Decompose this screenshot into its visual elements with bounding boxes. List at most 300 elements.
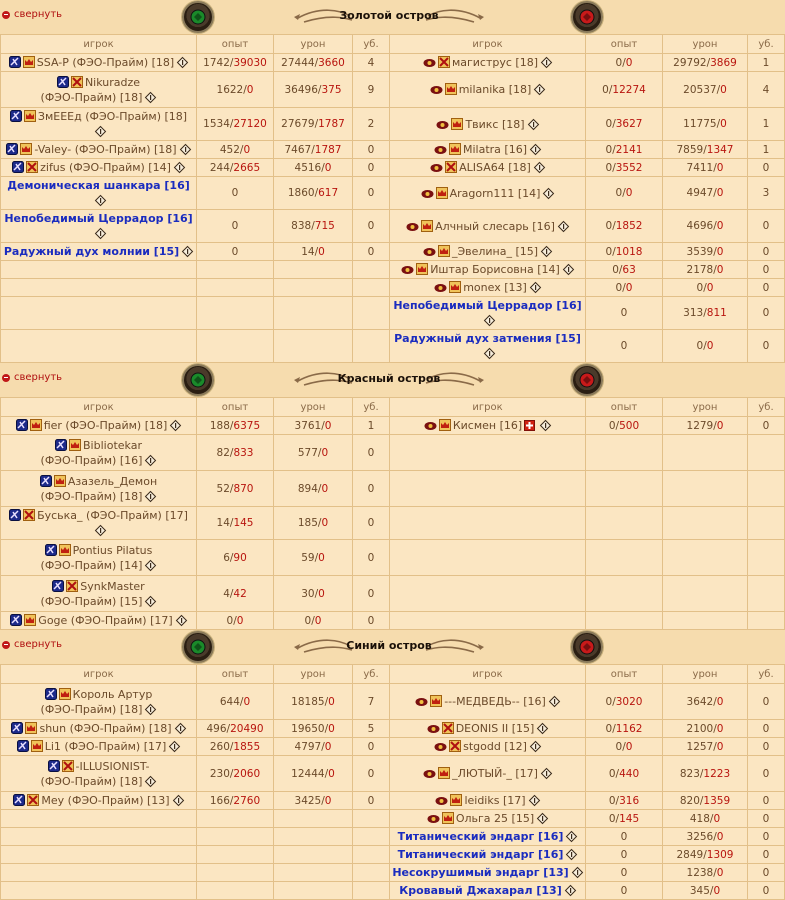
damage-taken: 0	[716, 419, 724, 432]
exp-total: 3552	[615, 161, 643, 174]
player-name[interactable]: Иштар Борисовна [14]	[430, 263, 560, 276]
player-name[interactable]: Goge (ФЭО-Прайм) [17]	[38, 614, 173, 627]
column-header: урон	[663, 665, 748, 684]
kills-cell	[353, 417, 390, 435]
info-icon[interactable]	[95, 195, 106, 206]
align-icon[interactable]	[52, 580, 64, 592]
exp-total: 2665	[233, 161, 261, 174]
exp-cell: 82/833	[197, 435, 274, 471]
eye-icon[interactable]	[421, 189, 434, 199]
guild-icon[interactable]	[23, 509, 35, 521]
bot-name[interactable]: Непобедимый Церрадор [16]	[393, 299, 582, 312]
player-name[interactable]: _ЛЮТЫЙ-_ [17]	[452, 767, 538, 780]
damage-dealt: 1860	[287, 187, 315, 199]
exp-cell: 0/0	[586, 54, 663, 72]
damage-dealt: 11775	[683, 118, 717, 130]
damage-cell: 577/0	[274, 435, 353, 471]
column-header: опыт	[197, 35, 274, 54]
crown-icon[interactable]	[69, 439, 81, 451]
kills-cell	[748, 243, 785, 261]
player-name[interactable]: Milatra [16]	[463, 143, 527, 156]
guild-icon[interactable]	[66, 580, 78, 592]
table-row	[1, 684, 785, 720]
align-icon[interactable]	[45, 544, 57, 556]
exp-cell	[197, 177, 274, 210]
kills-value: 0	[762, 340, 770, 352]
table-row	[1, 177, 785, 210]
info-icon[interactable]	[175, 723, 186, 734]
info-icon[interactable]	[537, 723, 548, 734]
exp-value: 82	[216, 446, 230, 459]
eye-icon[interactable]	[427, 814, 440, 824]
exp-total: 1162	[615, 722, 643, 735]
exp-value: 188	[209, 419, 230, 432]
player-name[interactable]: Mey (ФЭО-Прайм) [13]	[41, 794, 170, 807]
eye-icon[interactable]	[434, 145, 447, 155]
info-icon[interactable]	[145, 776, 156, 787]
exp-value: 52	[216, 482, 230, 495]
damage-dealt: 418	[689, 812, 710, 825]
damage-cell: 2849/1309	[663, 846, 748, 864]
player-name[interactable]: monex [13]	[463, 281, 527, 294]
info-icon[interactable]	[95, 525, 106, 536]
exp-value: 0	[608, 794, 616, 807]
kills-cell	[748, 810, 785, 828]
info-icon[interactable]	[529, 795, 540, 806]
exp-cell: 0/63	[586, 261, 663, 279]
eye-icon[interactable]	[435, 796, 448, 806]
player-cell	[1, 54, 197, 72]
player-name[interactable]: SynkMaster	[80, 579, 145, 593]
damage-dealt: 3642	[686, 695, 714, 708]
exp-total: 20490	[230, 722, 264, 735]
info-icon[interactable]	[95, 126, 106, 137]
player-cell	[390, 108, 586, 141]
exp-value: 452	[219, 143, 240, 156]
exp-total: 145	[619, 812, 640, 825]
player-clan: (ФЭО-Прайм) [14]	[40, 558, 143, 572]
damage-cell: 19650/0	[274, 720, 353, 738]
info-icon[interactable]	[145, 491, 156, 502]
cross-icon[interactable]	[524, 420, 535, 431]
info-icon[interactable]	[145, 560, 156, 571]
bot-name[interactable]: Радужный дух затмения [15]	[394, 332, 581, 345]
exp-value: 0	[605, 161, 613, 174]
table-row	[1, 54, 785, 72]
bot-name[interactable]: Демоническая шанкара [16]	[7, 179, 190, 192]
bot-name[interactable]: Непобедимый Церрадор [16]	[4, 212, 193, 225]
exp-total: 12274	[612, 83, 646, 96]
collapse-button[interactable]	[2, 639, 62, 650]
guild-icon[interactable]	[27, 794, 39, 806]
damage-taken: 1787	[314, 143, 342, 156]
info-icon[interactable]	[543, 188, 554, 199]
guild-icon[interactable]	[449, 740, 461, 752]
player-name[interactable]: -Valey- (ФЭО-Прайм) [18]	[34, 143, 177, 156]
damage-cell: 820/1359	[663, 792, 748, 810]
exp-total: 0	[625, 740, 633, 753]
damage-taken: 3660	[318, 56, 345, 69]
kills-value: 0	[762, 740, 770, 753]
exp-cell	[586, 864, 663, 882]
player-name[interactable]: leidiks [17]	[464, 794, 526, 807]
info-icon[interactable]	[484, 315, 495, 326]
align-icon[interactable]	[12, 161, 24, 173]
crown-icon[interactable]	[54, 475, 66, 487]
align-icon[interactable]	[11, 722, 23, 734]
table-row	[1, 810, 785, 828]
kills-value: 0	[762, 767, 770, 780]
player-cell	[390, 882, 586, 900]
player-name[interactable]: Буська_ (ФЭО-Прайм) [17]	[37, 509, 188, 522]
info-icon[interactable]	[541, 768, 552, 779]
player-name[interactable]: Aragorn111 [14]	[449, 186, 541, 200]
bot-name[interactable]: Титанический эндарг [16]	[397, 848, 564, 861]
column-header: урон	[274, 665, 353, 684]
bot-name[interactable]: Кровавый Джахарал [13]	[399, 884, 562, 897]
damage-cell: 1279/0	[663, 417, 748, 435]
crown-icon[interactable]	[450, 794, 462, 806]
player-cell	[390, 756, 586, 792]
align-icon[interactable]	[40, 475, 52, 487]
damage-dealt: 0	[696, 281, 704, 294]
player-name[interactable]: milanika [18]	[458, 83, 532, 96]
kills-cell	[748, 279, 785, 297]
kills-value: 0	[367, 767, 375, 780]
crown-icon[interactable]	[421, 220, 433, 232]
player-name[interactable]: Nikuradze	[84, 75, 141, 89]
player-name[interactable]: Ольга 25 [15]	[455, 812, 535, 825]
guild-icon[interactable]	[438, 56, 450, 68]
damage-cell: 3256/0	[663, 828, 748, 846]
info-icon[interactable]	[145, 596, 156, 607]
player-cell	[390, 72, 586, 108]
kills-cell	[748, 792, 785, 810]
crown-icon[interactable]	[449, 281, 461, 293]
align-icon[interactable]	[45, 688, 57, 700]
damage-cell: 3425/0	[274, 792, 353, 810]
info-icon[interactable]	[565, 885, 576, 896]
kills-value: 0	[367, 740, 375, 753]
info-icon[interactable]	[145, 704, 156, 715]
exp-value: 0	[620, 884, 628, 897]
info-icon[interactable]	[177, 57, 188, 68]
player-name[interactable]: Алчный слесарь [16]	[435, 219, 555, 233]
eye-icon[interactable]	[406, 222, 419, 232]
player-name[interactable]: shun (ФЭО-Прайм) [18]	[39, 722, 172, 735]
exp-value: 4	[223, 587, 230, 600]
exp-total: 39030	[233, 56, 267, 69]
player-cell	[1, 435, 197, 471]
table-row	[1, 828, 785, 846]
info-icon[interactable]	[528, 119, 539, 130]
player-name[interactable]: _Эвелина_ [15]	[451, 245, 539, 258]
kills-value: 0	[762, 281, 770, 294]
minus-icon	[2, 11, 10, 19]
crown-icon[interactable]	[24, 614, 36, 626]
info-icon[interactable]	[170, 420, 181, 431]
kills-cell	[353, 612, 390, 630]
player-name[interactable]: Pontius Pilatus	[72, 543, 153, 557]
player-name[interactable]: SSA-P (ФЭО-Прайм) [18]	[36, 56, 175, 69]
align-icon[interactable]	[10, 110, 22, 122]
guild-icon[interactable]	[26, 161, 38, 173]
kills-cell	[748, 864, 785, 882]
table-row	[1, 108, 785, 141]
kills-value: 0	[367, 220, 375, 232]
exp-total: 6375	[233, 419, 261, 432]
kills-cell	[353, 72, 390, 108]
bot-name[interactable]: Радужный дух молнии [15]	[3, 245, 180, 258]
exp-cell: 52/870	[197, 471, 274, 507]
crown-icon[interactable]	[438, 767, 450, 779]
player-name[interactable]: Кисмен [16]	[452, 419, 523, 432]
damage-cell: 27679/1787	[274, 108, 353, 141]
damage-taken: 0	[314, 614, 322, 627]
exp-cell: 0/440	[586, 756, 663, 792]
island-section	[0, 363, 784, 630]
column-header: игрок	[1, 665, 197, 684]
bot-name[interactable]: Титанический эндарг [16]	[397, 830, 564, 843]
eye-icon[interactable]	[423, 58, 436, 68]
player-name[interactable]: ---МЕДВЕДЬ-- [16]	[444, 695, 546, 708]
info-icon[interactable]	[558, 221, 569, 232]
info-icon[interactable]	[174, 162, 185, 173]
collapse-button[interactable]	[2, 9, 62, 20]
table-header	[1, 35, 785, 54]
table-header	[1, 665, 785, 684]
guild-icon[interactable]	[71, 76, 83, 88]
guild-icon[interactable]	[62, 760, 74, 772]
info-icon[interactable]	[484, 348, 495, 359]
damage-taken: 0	[324, 419, 332, 432]
exp-value: 0	[620, 830, 628, 843]
player-cell	[390, 141, 586, 159]
guild-icon[interactable]	[445, 161, 457, 173]
crown-icon[interactable]	[438, 245, 450, 257]
exp-value: 0	[605, 143, 613, 156]
align-icon[interactable]	[9, 56, 21, 68]
exp-cell	[586, 828, 663, 846]
crown-icon[interactable]	[439, 419, 451, 431]
section-title: Синий остров	[346, 639, 432, 652]
eye-icon[interactable]	[423, 247, 436, 257]
player-cell	[390, 684, 586, 720]
damage-taken: 0	[716, 187, 724, 199]
player-cell	[1, 720, 197, 738]
info-icon[interactable]	[169, 741, 180, 752]
info-icon[interactable]	[530, 741, 541, 752]
player-name[interactable]: Король Артур	[72, 687, 153, 701]
guild-icon[interactable]	[442, 722, 454, 734]
crown-icon[interactable]	[24, 110, 36, 122]
eye-icon[interactable]	[434, 283, 447, 293]
column-header: игрок	[390, 35, 586, 54]
info-icon[interactable]	[145, 92, 156, 103]
kills-cell	[353, 540, 390, 576]
crown-icon[interactable]	[20, 143, 32, 155]
table-row	[1, 612, 785, 630]
eye-icon[interactable]	[430, 163, 443, 173]
section-title: Золотой остров	[339, 9, 439, 22]
player-name[interactable]: Li1 (ФЭО-Прайм) [17]	[44, 740, 167, 753]
player-name[interactable]: stgodd [12]	[463, 740, 527, 753]
align-icon[interactable]	[48, 760, 60, 772]
kills-value: 0	[367, 143, 375, 156]
info-icon[interactable]	[566, 849, 577, 860]
kills-value: 0	[367, 614, 375, 627]
crown-icon[interactable]	[449, 143, 461, 155]
player-name[interactable]: DEONIS II [15]	[455, 722, 535, 735]
damage-cell: 4516/0	[274, 159, 353, 177]
damage-taken: 0	[321, 517, 329, 529]
align-icon[interactable]	[13, 794, 25, 806]
damage-cell: 3642/0	[663, 684, 748, 720]
player-cell	[390, 279, 586, 297]
damage-cell: 0/0	[663, 330, 748, 363]
info-icon[interactable]	[530, 282, 541, 293]
info-icon[interactable]	[534, 162, 545, 173]
info-icon[interactable]	[176, 615, 187, 626]
eye-icon[interactable]	[436, 120, 449, 130]
crown-icon[interactable]	[451, 118, 463, 130]
table-row	[1, 720, 785, 738]
eye-icon[interactable]	[424, 421, 437, 431]
exp-cell: 0/0	[197, 612, 274, 630]
kills-cell	[353, 243, 390, 261]
player-cell	[1, 243, 197, 261]
exp-cell: 0/1162	[586, 720, 663, 738]
damage-cell: 4696/0	[663, 210, 748, 243]
align-icon[interactable]	[9, 509, 21, 521]
info-icon[interactable]	[549, 696, 560, 707]
exp-total: 870	[233, 482, 254, 495]
crown-icon[interactable]	[442, 812, 454, 824]
kills-cell	[748, 159, 785, 177]
exp-cell: 0/500	[586, 417, 663, 435]
eye-icon[interactable]	[434, 742, 447, 752]
info-icon[interactable]	[537, 813, 548, 824]
damage-taken: 1347	[706, 143, 734, 156]
kills-cell	[748, 54, 785, 72]
collapse-button[interactable]	[2, 372, 62, 383]
column-header: опыт	[586, 665, 663, 684]
damage-taken: 715	[314, 220, 335, 232]
exp-value: 6	[223, 551, 230, 564]
crown-icon[interactable]	[416, 263, 428, 275]
damage-taken: 0	[720, 118, 727, 130]
info-icon[interactable]	[563, 264, 574, 275]
damage-dealt: 30	[301, 587, 315, 600]
damage-taken: 1359	[703, 794, 731, 807]
crown-icon[interactable]	[445, 83, 457, 95]
kills-cell	[353, 159, 390, 177]
exp-value: 0	[605, 118, 613, 130]
damage-taken: 1309	[706, 848, 734, 861]
kills-value: 5	[367, 722, 375, 735]
damage-taken: 0	[716, 161, 724, 174]
crown-icon[interactable]	[31, 740, 43, 752]
eye-icon[interactable]	[430, 85, 443, 95]
info-icon[interactable]	[572, 867, 583, 878]
player-cell	[1, 576, 197, 612]
player-cell	[1, 684, 197, 720]
kills-value: 0	[762, 794, 770, 807]
align-icon[interactable]	[55, 439, 67, 451]
player-name[interactable]: -ILLUSIONIST-	[75, 759, 150, 773]
exp-total: 27120	[233, 118, 267, 130]
eye-icon[interactable]	[423, 769, 436, 779]
info-icon[interactable]	[566, 831, 577, 842]
exp-cell: 0/145	[586, 810, 663, 828]
crown-icon[interactable]	[30, 419, 42, 431]
info-icon[interactable]	[541, 57, 552, 68]
player-name[interactable]: магиструс [18]	[451, 56, 539, 69]
kills-value: 0	[367, 446, 375, 459]
player-name[interactable]: zifus (ФЭО-Прайм) [14]	[40, 161, 171, 174]
kills-cell	[748, 72, 785, 108]
damage-dealt: 894	[297, 482, 318, 495]
damage-dealt: 4696	[686, 220, 714, 232]
damage-taken: 0	[716, 866, 724, 879]
align-icon[interactable]	[17, 740, 29, 752]
player-name[interactable]: ЗмЕЕЕд (ФЭО-Прайм) [18]	[37, 110, 188, 123]
eye-icon[interactable]	[415, 697, 428, 707]
exp-total: 0	[246, 83, 254, 96]
info-icon[interactable]	[180, 144, 191, 155]
island-section	[0, 630, 784, 900]
eye-icon[interactable]	[401, 265, 414, 275]
crown-icon[interactable]	[59, 544, 71, 556]
player-name[interactable]: Азазель_Демон	[67, 474, 158, 488]
column-header: опыт	[197, 398, 274, 417]
player-clan: (ФЭО-Прайм) [16]	[40, 453, 143, 467]
player-name[interactable]: fier (ФЭО-Прайм) [18]	[43, 419, 168, 432]
info-icon[interactable]	[540, 420, 551, 431]
player-cell	[390, 720, 586, 738]
crown-icon[interactable]	[25, 722, 37, 734]
info-icon[interactable]	[541, 246, 552, 257]
align-icon[interactable]	[16, 419, 28, 431]
align-icon[interactable]	[57, 76, 69, 88]
crown-icon[interactable]	[23, 56, 35, 68]
align-icon[interactable]	[10, 614, 22, 626]
info-icon[interactable]	[534, 84, 545, 95]
info-icon[interactable]	[182, 246, 193, 257]
eye-icon[interactable]	[427, 724, 440, 734]
crown-icon[interactable]	[436, 187, 448, 199]
exp-total: 440	[619, 767, 640, 780]
info-icon[interactable]	[95, 228, 106, 239]
exp-cell: 0/3627	[586, 108, 663, 141]
player-cell	[1, 756, 197, 792]
exp-total: 2760	[233, 794, 261, 807]
info-icon[interactable]	[530, 144, 541, 155]
player-name[interactable]: ALISA64 [18]	[459, 161, 531, 174]
align-icon[interactable]	[6, 143, 18, 155]
player-name[interactable]: Твикс [18]	[465, 117, 525, 131]
player-name[interactable]: Bibliotekar	[83, 438, 142, 452]
crown-icon[interactable]	[430, 695, 442, 707]
red-emblem-icon	[571, 631, 603, 663]
info-icon[interactable]	[145, 455, 156, 466]
player-cell	[1, 417, 197, 435]
table-row	[1, 159, 785, 177]
bot-name[interactable]: Несокрушимый эндарг [13]	[392, 866, 569, 879]
crown-icon[interactable]	[59, 688, 71, 700]
damage-cell: 30/0	[274, 576, 353, 612]
info-icon[interactable]	[173, 795, 184, 806]
